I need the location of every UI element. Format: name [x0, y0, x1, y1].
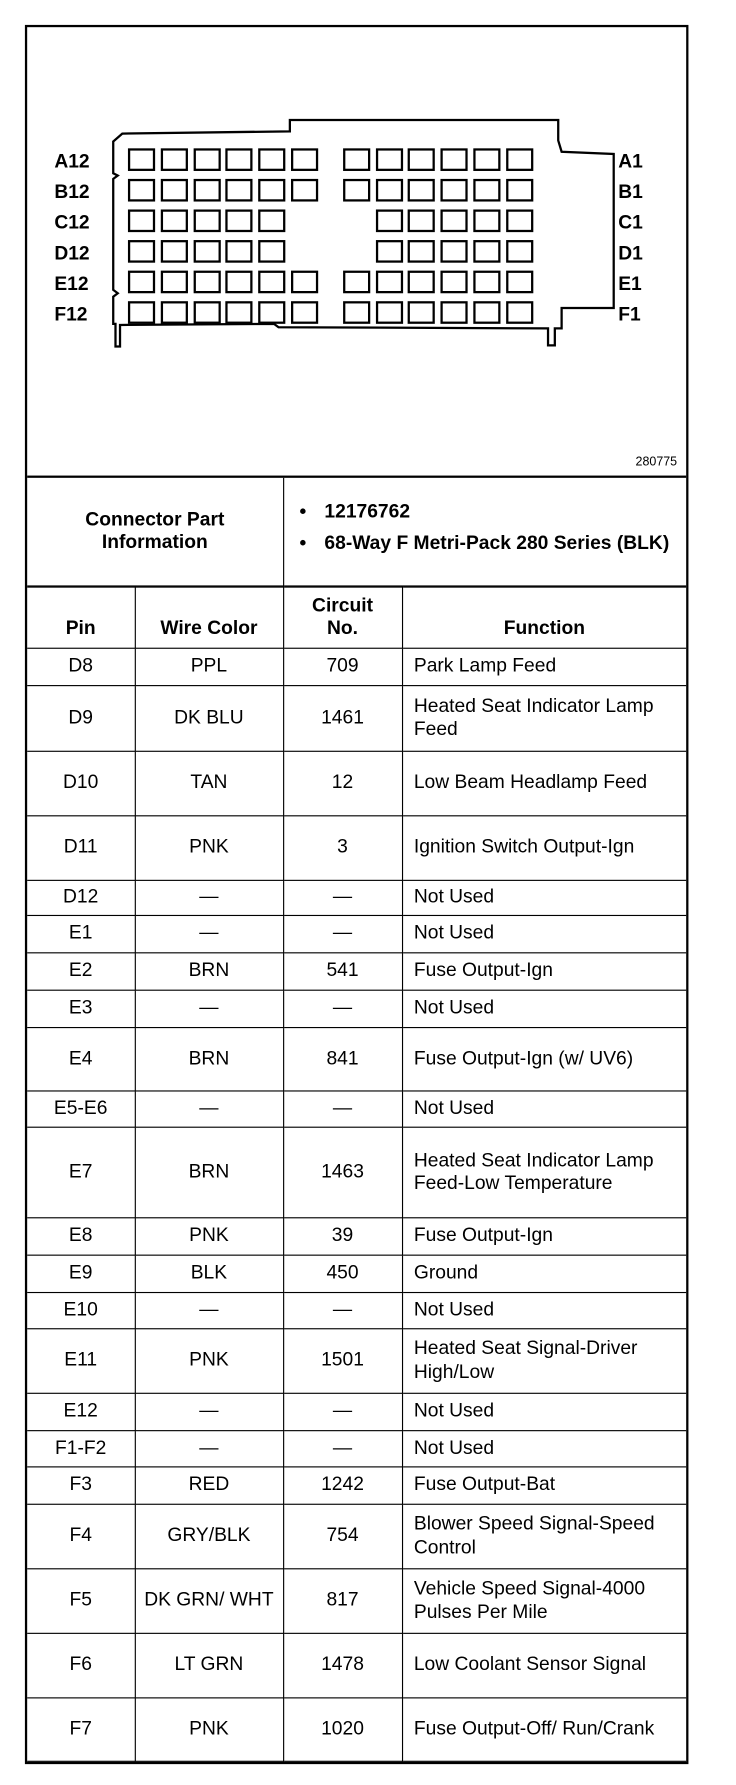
wire-color-cell: DK BLU — [135, 685, 283, 751]
pin-cavity — [129, 211, 154, 231]
table-row — [27, 815, 686, 880]
wire-color-cell: BRN — [135, 1027, 283, 1090]
circuit-cell: — — [283, 1090, 402, 1126]
function-cell: Ground — [402, 1255, 686, 1292]
circuit-cell: — — [283, 915, 402, 952]
pin-cavity — [259, 241, 284, 261]
pin-cell: E2 — [27, 952, 135, 989]
pin-cavity — [474, 272, 499, 292]
function-cell: Fuse Output-Bat — [402, 1466, 686, 1503]
function-cell: Fuse Output-Ign — [402, 1217, 686, 1254]
pin-cell: E11 — [27, 1328, 135, 1393]
pin-cell: F7 — [27, 1697, 135, 1760]
wire-color-cell: TAN — [135, 751, 283, 816]
wire-color-cell: BRN — [135, 1127, 283, 1218]
pin-cavity — [195, 180, 220, 200]
pin-cell: E12 — [27, 1393, 135, 1430]
pin-cavity — [377, 272, 402, 292]
pin-cavity — [162, 211, 187, 231]
pin-cavity — [474, 302, 499, 322]
wire-color-cell: PNK — [135, 1697, 283, 1760]
pin-cavity — [344, 302, 369, 322]
row-label-left: C12 — [54, 212, 90, 234]
row-label-right: F1 — [618, 304, 641, 326]
function-cell: Not Used — [402, 990, 686, 1027]
circuit-cell: 3 — [283, 815, 402, 880]
pin-cavity — [292, 149, 317, 169]
table-row — [27, 1633, 686, 1698]
pin-cavity — [162, 302, 187, 322]
pin-cavity — [507, 149, 532, 169]
pin-cavity — [442, 211, 467, 231]
function-cell: Fuse Output-Ign (w/ UV6) — [402, 1027, 686, 1090]
pin-cavity — [259, 211, 284, 231]
table-row — [27, 952, 686, 989]
circuit-cell: 1242 — [283, 1466, 402, 1503]
table-row — [27, 1328, 686, 1393]
pin-cavity — [474, 241, 499, 261]
row-label-left: D12 — [54, 243, 90, 265]
pin-cavity — [507, 180, 532, 200]
pin-cavity — [409, 211, 434, 231]
pin-cell: E10 — [27, 1292, 135, 1328]
pin-cavity — [129, 272, 154, 292]
row-label-right: E1 — [618, 273, 642, 295]
part-info-list — [283, 478, 686, 586]
pin-cell: F3 — [27, 1466, 135, 1503]
wire-color-cell: GRY/BLK — [135, 1504, 283, 1569]
connector-housing-outline — [113, 120, 613, 346]
connector-type: • 68-Way F Metri-Pack 280 Series (BLK) — [299, 532, 674, 555]
circuit-cell: 12 — [283, 751, 402, 816]
pin-cavity — [162, 272, 187, 292]
wire-color-cell: — — [135, 990, 283, 1027]
table-row — [27, 1217, 686, 1254]
wire-color-cell: PNK — [135, 1328, 283, 1393]
pin-cavity — [226, 149, 251, 169]
header-circuit: Circuit No. — [283, 587, 402, 648]
pin-cavity — [344, 272, 369, 292]
wire-color-cell: RED — [135, 1466, 283, 1503]
table-row — [27, 880, 686, 915]
part-info-table — [27, 478, 686, 586]
circuit-cell: 39 — [283, 1217, 402, 1254]
function-cell: Not Used — [402, 1090, 686, 1126]
pinout-table — [27, 586, 686, 1761]
circuit-cell: 841 — [283, 1027, 402, 1090]
pin-cavity — [507, 211, 532, 231]
connector-diagram — [27, 27, 686, 478]
pin-cavity — [507, 302, 532, 322]
pin-cavity — [129, 241, 154, 261]
pin-cell: E8 — [27, 1217, 135, 1254]
pin-cavity — [344, 149, 369, 169]
row-label-right: A1 — [618, 151, 643, 173]
pin-cavity — [507, 241, 532, 261]
circuit-cell: 1501 — [283, 1328, 402, 1393]
circuit-cell: 541 — [283, 952, 402, 989]
pin-cavity — [162, 180, 187, 200]
circuit-cell: — — [283, 1393, 402, 1430]
circuit-cell: — — [283, 880, 402, 915]
pin-cell: E9 — [27, 1255, 135, 1292]
circuit-cell: — — [283, 1292, 402, 1328]
circuit-cell: 1020 — [283, 1697, 402, 1760]
pin-cavity — [195, 302, 220, 322]
connector-face-drawing — [27, 27, 688, 475]
pin-cavity — [409, 272, 434, 292]
table-row — [27, 915, 686, 952]
pin-cavity — [226, 302, 251, 322]
function-cell: Vehicle Speed Signal-4000 Pulses Per Mile — [402, 1568, 686, 1633]
wire-color-cell: PNK — [135, 1217, 283, 1254]
pin-cavity — [344, 180, 369, 200]
row-label-left: F12 — [54, 304, 88, 326]
function-cell: Fuse Output-Off/ Run/Crank — [402, 1697, 686, 1760]
table-row — [27, 1568, 686, 1633]
pin-cavity — [442, 149, 467, 169]
pin-cavity — [409, 180, 434, 200]
pin-cavity — [377, 211, 402, 231]
pin-cell: D11 — [27, 815, 135, 880]
function-cell: Park Lamp Feed — [402, 648, 686, 685]
pin-cell: D8 — [27, 648, 135, 685]
pin-cavity — [226, 241, 251, 261]
pin-cavity — [409, 302, 434, 322]
circuit-cell: 450 — [283, 1255, 402, 1292]
pin-cavity — [129, 302, 154, 322]
table-row — [27, 1255, 686, 1292]
pin-cavity — [292, 302, 317, 322]
table-row — [27, 648, 686, 685]
pin-cavity — [474, 149, 499, 169]
pin-cavity — [442, 241, 467, 261]
wire-color-cell: BRN — [135, 952, 283, 989]
function-cell: Low Coolant Sensor Signal — [402, 1633, 686, 1698]
pin-cell: F6 — [27, 1633, 135, 1698]
table-row — [27, 1466, 686, 1503]
pin-cavity — [259, 180, 284, 200]
pin-cavity — [442, 272, 467, 292]
pin-cell: D12 — [27, 880, 135, 915]
wire-color-cell: PNK — [135, 815, 283, 880]
function-cell: Not Used — [402, 1393, 686, 1430]
function-cell: Not Used — [402, 880, 686, 915]
pin-cavity — [162, 241, 187, 261]
function-cell: Not Used — [402, 915, 686, 952]
wire-color-cell: — — [135, 1292, 283, 1328]
function-cell: Heated Seat Indicator Lamp Feed — [402, 685, 686, 751]
pin-cavity — [195, 272, 220, 292]
pin-cell: E3 — [27, 990, 135, 1027]
part-info-label: Connector Part Information — [27, 478, 283, 586]
wire-color-cell: — — [135, 1393, 283, 1430]
pin-cavity — [129, 180, 154, 200]
header-wire-color: Wire Color — [135, 587, 283, 648]
pin-cavity — [377, 302, 402, 322]
circuit-cell: — — [283, 1430, 402, 1466]
wire-color-cell: — — [135, 1090, 283, 1126]
pin-cavity — [292, 272, 317, 292]
pin-cavity — [259, 302, 284, 322]
circuit-cell: 1463 — [283, 1127, 402, 1218]
pin-cell: E7 — [27, 1127, 135, 1218]
table-row — [27, 685, 686, 751]
function-cell: Fuse Output-Ign — [402, 952, 686, 989]
pin-cavity — [442, 180, 467, 200]
table-row — [27, 1430, 686, 1466]
pin-cavity — [195, 211, 220, 231]
pin-cell: E1 — [27, 915, 135, 952]
pin-cavity — [226, 272, 251, 292]
pin-cavity — [377, 180, 402, 200]
circuit-cell: 817 — [283, 1568, 402, 1633]
table-row — [27, 1393, 686, 1430]
circuit-cell: 709 — [283, 648, 402, 685]
wire-color-cell: LT GRN — [135, 1633, 283, 1698]
table-row — [27, 1127, 686, 1218]
pin-cavity — [442, 302, 467, 322]
function-cell: Low Beam Headlamp Feed — [402, 751, 686, 816]
header-function: Function — [402, 587, 686, 648]
pin-cavity — [162, 149, 187, 169]
function-cell: Heated Seat Indicator Lamp Feed-Low Temperature — [402, 1127, 686, 1218]
table-row — [27, 1292, 686, 1328]
row-label-left: A12 — [54, 151, 90, 173]
circuit-cell: 1461 — [283, 685, 402, 751]
pin-cavity — [292, 180, 317, 200]
circuit-cell: 1478 — [283, 1633, 402, 1698]
pin-cavity — [226, 211, 251, 231]
pin-cavity — [195, 149, 220, 169]
figure-number: 280775 — [635, 455, 678, 469]
circuit-cell: — — [283, 990, 402, 1027]
table-row — [27, 1697, 686, 1760]
function-cell: Blower Speed Signal-Speed Control — [402, 1504, 686, 1569]
row-label-left: B12 — [54, 182, 90, 204]
circuit-cell: 754 — [283, 1504, 402, 1569]
pin-cell: F1-F2 — [27, 1430, 135, 1466]
function-cell: Ignition Switch Output-Ign — [402, 815, 686, 880]
wire-color-cell: PPL — [135, 648, 283, 685]
pin-cell: D9 — [27, 685, 135, 751]
function-cell: Heated Seat Signal-Driver High/Low — [402, 1328, 686, 1393]
table-row — [27, 1090, 686, 1126]
pin-cavity — [259, 272, 284, 292]
pin-cell: E4 — [27, 1027, 135, 1090]
pin-cavity — [507, 272, 532, 292]
table-row — [27, 1027, 686, 1090]
wire-color-cell: BLK — [135, 1255, 283, 1292]
pin-cell: E5-E6 — [27, 1090, 135, 1126]
wire-color-cell: — — [135, 880, 283, 915]
row-label-left: E12 — [54, 273, 89, 295]
connector-document — [25, 25, 689, 1764]
pin-cavity — [409, 149, 434, 169]
pin-cell: D10 — [27, 751, 135, 816]
table-row — [27, 990, 686, 1027]
pin-cavity — [474, 211, 499, 231]
wire-color-cell: DK GRN/ WHT — [135, 1568, 283, 1633]
header-pin: Pin — [27, 587, 135, 648]
function-cell: Not Used — [402, 1430, 686, 1466]
pin-cavity — [409, 241, 434, 261]
pin-cavity — [226, 180, 251, 200]
pin-cavity — [377, 149, 402, 169]
row-label-right: B1 — [618, 182, 643, 204]
pin-cavity — [195, 241, 220, 261]
pin-cavity — [474, 180, 499, 200]
wire-color-cell: — — [135, 915, 283, 952]
wire-color-cell: — — [135, 1430, 283, 1466]
row-label-right: C1 — [618, 212, 643, 234]
pin-cavity — [129, 149, 154, 169]
pin-cell: F4 — [27, 1504, 135, 1569]
pin-cell: F5 — [27, 1568, 135, 1633]
table-row — [27, 751, 686, 816]
pin-cavity — [377, 241, 402, 261]
row-label-right: D1 — [618, 243, 643, 265]
pin-cavity — [259, 149, 284, 169]
part-number: • 12176762 — [299, 500, 674, 523]
function-cell: Not Used — [402, 1292, 686, 1328]
table-row — [27, 1504, 686, 1569]
